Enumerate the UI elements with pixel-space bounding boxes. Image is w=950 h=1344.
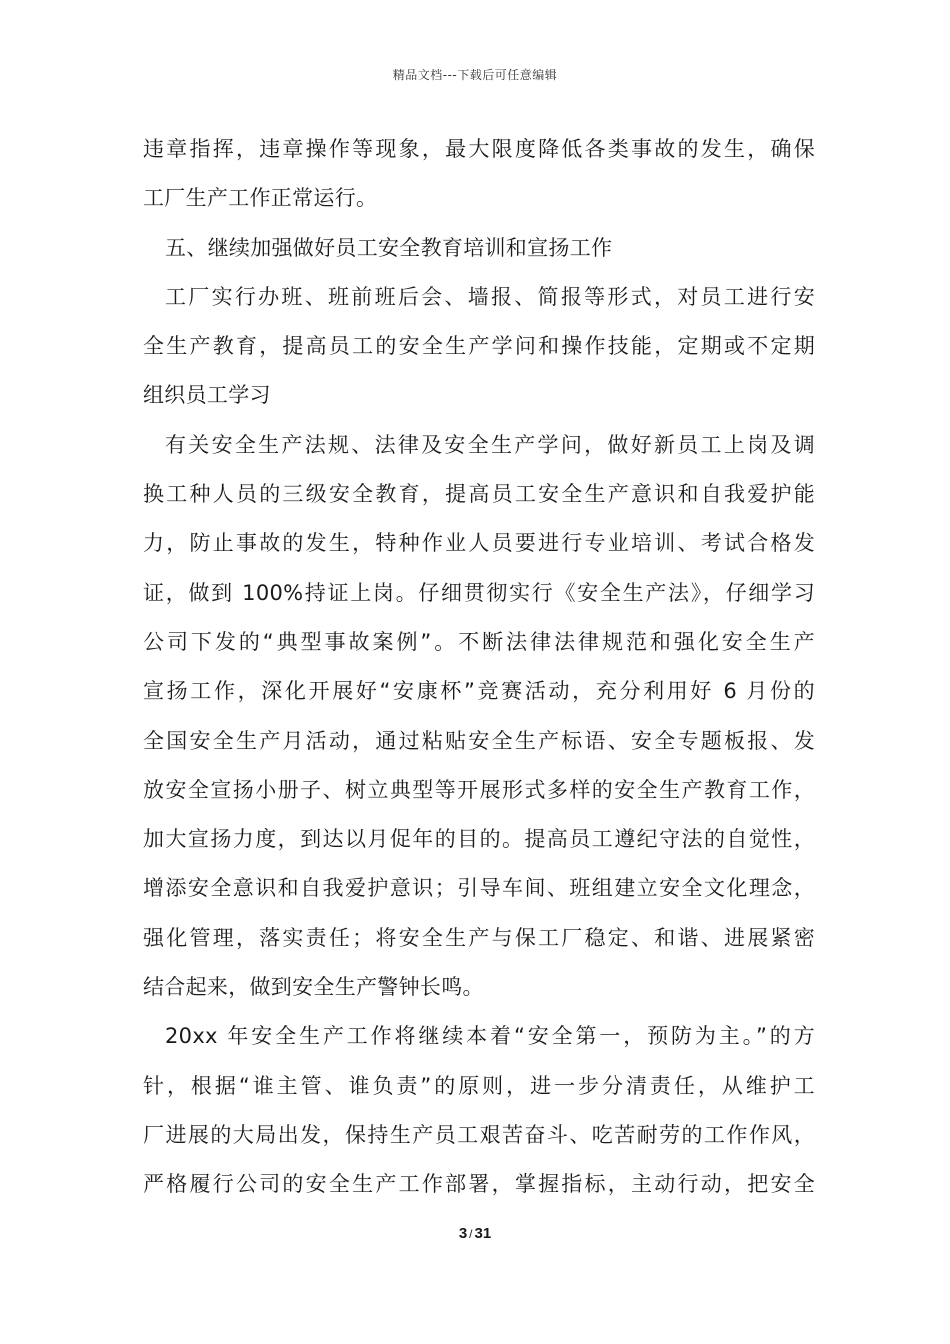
- page-separator: /: [469, 1227, 473, 1241]
- text-line: 有关安全生产法规、法律及安全生产学问，做好新员工上岗及调: [165, 432, 815, 457]
- text-line: 加大宣扬力度，到达以月促年的目的。提高员工遵纪守法的自觉性，: [143, 827, 815, 852]
- page-header: 精品文档---下载后可任意编辑: [392, 68, 558, 82]
- text-line: 全生产教育，提高员工的安全生产学问和操作技能，定期或不定期: [143, 334, 815, 359]
- text-line: 违章指挥，违章操作等现象，最大限度降低各类事故的发生，确保: [143, 137, 815, 161]
- text-line: 换工种人员的三级安全教育，提高员工安全生产意识和自我爱护能: [143, 482, 815, 507]
- current-page-number: 3: [458, 1225, 468, 1242]
- text-line: 20xx 年安全生产工作将继续本着“安全第一，预防为主。”的方: [165, 1024, 815, 1049]
- text-line: 组织员工学习: [143, 383, 271, 408]
- text-line: 厂进展的大局出发，保持生产员工艰苦奋斗、吃苦耐劳的工作作风，: [143, 1122, 815, 1147]
- text-line: 宣扬工作，深化开展好“安康杯”竞赛活动，充分利用好 6 月份的: [143, 679, 815, 704]
- text-line: 五、继续加强做好员工安全教育培训和宣扬工作: [165, 235, 613, 260]
- text-line: 证，做到 100%持证上岗。仔细贯彻实行《安全生产法》，仔细学习: [143, 580, 815, 605]
- text-line: 增添安全意识和自我爱护意识；引导车间、班组建立安全文化理念，: [143, 876, 815, 901]
- text-line: 针，根据“谁主管、谁负责”的原则，进一步分清责任，从维护工: [143, 1073, 815, 1098]
- page-number: [0, 1225, 950, 1242]
- document-body: [143, 125, 815, 1210]
- text-line: 放安全宣扬小册子、树立典型等开展形式多样的安全生产教育工作，: [143, 777, 815, 802]
- text-line: 力，防止事故的发生，特种作业人员要进行专业培训、考试合格发: [143, 531, 815, 556]
- text-line: 强化管理，落实责任；将安全生产与保工厂稳定、和谐、进展紧密: [143, 925, 815, 950]
- text-line: 结合起来，做到安全生产警钟长鸣。: [143, 975, 484, 1000]
- text-line: 工厂生产工作正常运行。: [143, 186, 378, 211]
- text-line: 严格履行公司的安全生产工作部署，掌握指标，主动行动，把安全: [143, 1172, 815, 1197]
- text-line: 公司下发的“典型事故案例”。不断法律法律规范和强化安全生产: [143, 629, 815, 654]
- total-pages: 31: [474, 1225, 492, 1242]
- text-line: 工厂实行办班、班前班后会、墙报、简报等形式，对员工进行安: [165, 284, 815, 309]
- text-line: 全国安全生产月活动，通过粘贴安全生产标语、安全专题板报、发: [143, 728, 815, 753]
